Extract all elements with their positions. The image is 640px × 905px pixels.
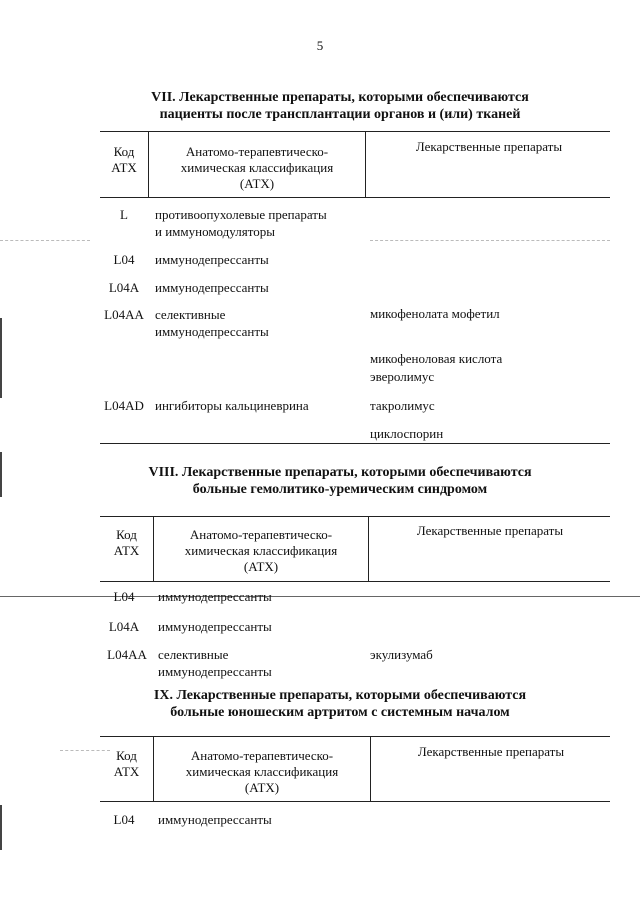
header-code: Код АТХ bbox=[111, 144, 137, 175]
row-name: селективные иммунодепрессанты bbox=[155, 307, 269, 339]
header-classification: Анатомо-терапевтическо- химическая классификация (АТХ) bbox=[184, 527, 338, 574]
row-code: L bbox=[120, 207, 128, 222]
row-name: иммунодепрессанты bbox=[158, 589, 272, 604]
header-drugs: Лекарственные препараты bbox=[416, 523, 564, 538]
row-name: иммунодепрессанты bbox=[155, 280, 269, 295]
scan-edge-mark bbox=[0, 452, 2, 497]
header-drugs: Лекарственные препараты bbox=[415, 139, 563, 154]
section-title-line: больные гемолитико-уремическим синдромом bbox=[192, 482, 488, 497]
column-divider bbox=[148, 131, 149, 197]
row-code: L04A bbox=[108, 619, 140, 634]
header-code: Код АТХ bbox=[113, 527, 140, 558]
header-classification: Анатомо-терапевтическо- химическая классификация (АТХ) bbox=[185, 748, 339, 795]
table-bottom-border bbox=[100, 443, 610, 444]
row-code: L04AA bbox=[104, 307, 144, 322]
row-name: селективные иммунодепрессанты bbox=[158, 647, 272, 679]
header-classification: Анатомо-терапевтическо- химическая классификация (АТХ) bbox=[180, 144, 334, 191]
section-title bbox=[100, 89, 580, 123]
section-title-line: пациенты после трансплантации органов и (или) тканей bbox=[159, 107, 521, 122]
row-code: L04A bbox=[108, 280, 140, 295]
row-code: L04 bbox=[113, 252, 135, 267]
table-header-border bbox=[100, 581, 610, 582]
row-name: иммунодепрессанты bbox=[158, 619, 272, 634]
row-name: иммунодепрессанты bbox=[155, 252, 269, 267]
section-title bbox=[100, 464, 580, 498]
row-name: противоопухолевые препараты и иммуномодуляторы bbox=[155, 207, 327, 239]
row-code: L04 bbox=[113, 589, 135, 604]
scan-artifact-line bbox=[370, 240, 610, 241]
table-header-border bbox=[100, 801, 610, 802]
section-title-line: VIII. Лекарственные препараты, которыми обеспечиваются bbox=[148, 465, 532, 480]
row-code: L04AD bbox=[104, 398, 144, 413]
drug-name: эверолимус bbox=[370, 369, 435, 384]
section-title-line: IX. Лекарственные препараты, которыми обеспечиваются bbox=[153, 688, 527, 703]
drug-name: циклоспорин bbox=[370, 426, 444, 441]
scan-edge-mark bbox=[0, 805, 2, 850]
column-divider bbox=[365, 131, 366, 197]
table-top-border bbox=[100, 131, 610, 132]
row-code: L04AA bbox=[107, 647, 147, 662]
drug-name: такролимус bbox=[370, 398, 435, 413]
row-name: иммунодепрессанты bbox=[158, 812, 272, 827]
section-title bbox=[100, 687, 580, 721]
scan-edge-mark bbox=[0, 318, 2, 398]
column-divider bbox=[370, 736, 371, 801]
drug-name: микофеноловая кислота bbox=[370, 351, 503, 366]
header-code: Код АТХ bbox=[113, 748, 140, 779]
row-code: L04 bbox=[113, 812, 135, 827]
column-divider bbox=[153, 736, 154, 801]
row-name: ингибиторы кальциневрина bbox=[155, 398, 309, 413]
table-top-border bbox=[100, 516, 610, 517]
column-divider bbox=[368, 516, 369, 581]
table-top-border bbox=[100, 736, 610, 737]
scan-artifact-line bbox=[0, 240, 90, 241]
table-header-border bbox=[100, 197, 610, 198]
column-divider bbox=[153, 516, 154, 581]
drug-name: экулизумаб bbox=[370, 647, 433, 662]
drug-name: микофенолата мофетил bbox=[370, 306, 500, 321]
header-drugs: Лекарственные препараты bbox=[417, 744, 565, 759]
page-number: 5 bbox=[316, 38, 324, 53]
section-title-line: VII. Лекарственные препараты, которыми обеспечиваются bbox=[151, 90, 529, 105]
section-title-line: больные юношеским артритом с системным началом bbox=[170, 705, 510, 720]
